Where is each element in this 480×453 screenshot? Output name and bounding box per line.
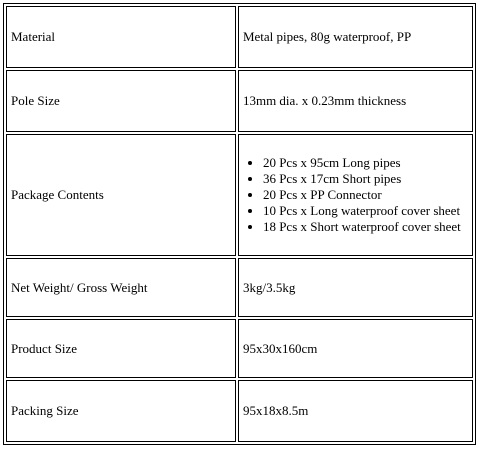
material-value: Metal pipes, 80g waterproof, PP (238, 6, 473, 68)
table-row-packing-size (6, 380, 473, 442)
list-item: • 36 Pcs x 17cm Short pipes (263, 171, 472, 187)
pole-size-label: Pole Size (6, 70, 236, 132)
table-row-material (6, 6, 473, 68)
product-spec-table (3, 3, 476, 445)
table-row-product-size (6, 319, 473, 378)
package-contents-value (238, 134, 473, 256)
list-item: • 18 Pcs x Short waterproof cover sheet (263, 219, 472, 235)
list-item: • 20 Pcs x PP Connector (263, 187, 472, 203)
table-row-weight (6, 258, 473, 317)
list-item: • 20 Pcs x 95cm Long pipes (263, 155, 472, 171)
list-item: • 10 Pcs x Long waterproof cover sheet (263, 203, 472, 219)
package-contents-list (243, 155, 472, 235)
pole-size-value: 13mm dia. x 0.23mm thickness (238, 70, 473, 132)
product-size-label: Product Size (6, 319, 236, 378)
weight-value: 3kg/3.5kg (238, 258, 473, 317)
table-row-pole-size (6, 70, 473, 132)
packing-size-label: Packing Size (6, 380, 236, 442)
product-size-value: 95x30x160cm (238, 319, 473, 378)
packing-size-value: 95x18x8.5m (238, 380, 473, 442)
table-row-package-contents (6, 134, 473, 256)
weight-label: Net Weight/ Gross Weight (6, 258, 236, 317)
material-label: Material (6, 6, 236, 68)
package-contents-label: Package Contents (6, 134, 236, 256)
